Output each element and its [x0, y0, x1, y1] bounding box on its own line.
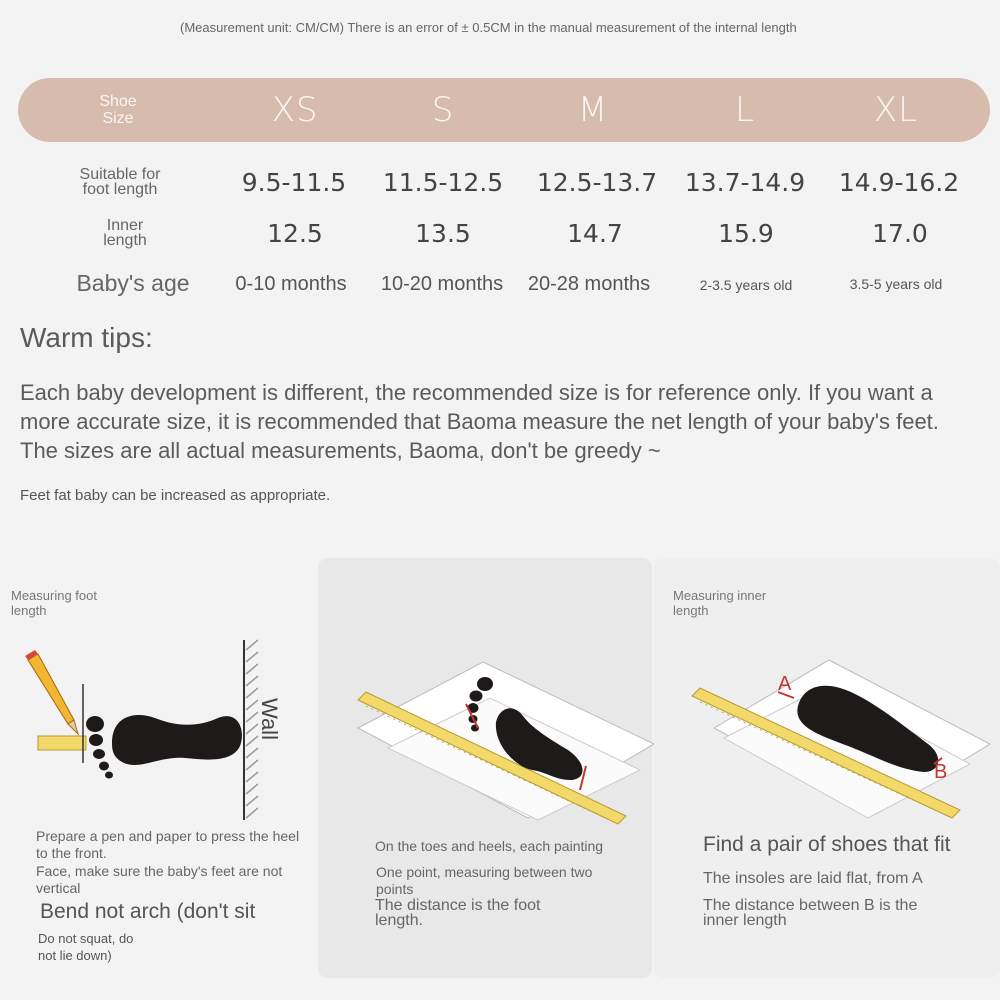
foot-length-label-line2: foot length [82, 181, 158, 198]
pencil-icon [25, 650, 78, 734]
panel-right-text2-line1: The distance between B is the [703, 897, 918, 914]
foot-length-label [60, 167, 180, 197]
foot-length-xl: 14.9-16.2 [838, 168, 960, 197]
panel-left-text3 [38, 930, 133, 964]
shoe-size-label [88, 78, 148, 142]
foot-length-s: 11.5-12.5 [382, 168, 504, 197]
age-l: 2-3.5 years old [699, 277, 793, 293]
inner-length-xs: 12.5 [267, 219, 323, 248]
inner-length-label-line1: Inner [106, 217, 144, 234]
age-s: 10-20 months [380, 273, 504, 295]
panel-right-big-text: Find a pair of shoes that fit [703, 833, 951, 856]
inner-length-xl: 17.0 [872, 219, 928, 248]
size-xl: XL [873, 90, 919, 130]
inner-length-label [80, 218, 170, 248]
baby-age-label: Baby's age [76, 270, 190, 296]
foot-length-xs: 9.5-11.5 [241, 168, 347, 197]
foot-length-label-line1: Suitable for [79, 166, 161, 183]
panel-measure-inner [654, 558, 1000, 978]
panel-middle-text2-line2: points [376, 881, 414, 897]
panel-middle-text3-line1: The distance is the foot [375, 897, 541, 914]
panel-middle-text2-line1: One point, measuring between two [376, 864, 593, 880]
panel-left-text3-line2: not lie down) [38, 948, 112, 963]
wall-label: Wall [257, 698, 282, 740]
panel-right-title-line2: length [673, 603, 709, 618]
age-m: 20-28 months [527, 273, 651, 295]
inner-length-m: 14.7 [567, 219, 623, 248]
panel-left-text2: Face, make sure the baby's feet are not vertical [36, 863, 283, 896]
warm-tips-note: Feet fat baby can be increased as appropriate. [20, 487, 331, 504]
foot-length-l: 13.7-14.9 [684, 168, 806, 197]
warm-tips-body: Each baby development is different, the recommended size is for reference only. If you want a more accurate size, it is recommended that Baoma measure the net length of your baby's feet. The sizes are all actual measurements, Baoma, don't be greedy ~ [20, 380, 939, 463]
inner-length-label-line2: length [103, 232, 147, 249]
panel-mark-points [318, 558, 652, 978]
size-s: S [431, 90, 455, 130]
foot-print-icon [86, 715, 242, 778]
size-l: L [735, 90, 755, 130]
size-xs: XS [271, 90, 319, 130]
panel-middle-text1: On the toes and heels, each painting [375, 838, 604, 854]
panel-right-title-line1: Measuring inner [673, 588, 767, 603]
marker-a-label: A [778, 673, 792, 695]
panel-middle-text3 [375, 898, 540, 928]
foot-length-m: 12.5-13.7 [536, 168, 658, 197]
panel-left-title-line2: length [11, 603, 47, 618]
panel-left-big-text: Bend not arch (don't sit [40, 900, 256, 923]
panel-left-text1: Prepare a pen and paper to press the heel to the front. [36, 828, 300, 861]
size-m: M [577, 90, 609, 130]
marker-b-label: B [934, 761, 948, 783]
panel-middle-text3-line2: length. [375, 912, 424, 929]
shoe-size-label-line2: Size [102, 110, 134, 127]
age-xl: 3.5-5 years old [849, 276, 943, 292]
age-xs: 0-10 months [235, 273, 347, 295]
measurement-note: (Measurement unit: CM/CM) There is an error of ± 0.5CM in the manual measurement of the internal length [180, 20, 797, 35]
panel-right-text2-line2: inner length [703, 912, 787, 929]
size-header-bar [18, 78, 990, 142]
panel-left-text3-line1: Do not squat, do [38, 931, 134, 946]
panel-right-text2 [703, 898, 917, 928]
panel-left-title-line1: Measuring foot [11, 588, 97, 603]
panel-measure-foot [0, 558, 318, 978]
warm-tips-title: Warm tips: [20, 322, 153, 353]
inner-length-l: 15.9 [718, 219, 774, 248]
panel-middle-text2 [376, 864, 636, 898]
inner-length-s: 13.5 [415, 219, 471, 248]
shoe-size-label-line1: Shoe [99, 93, 137, 110]
panel-right-text1: The insoles are laid flat, from A [703, 870, 923, 887]
